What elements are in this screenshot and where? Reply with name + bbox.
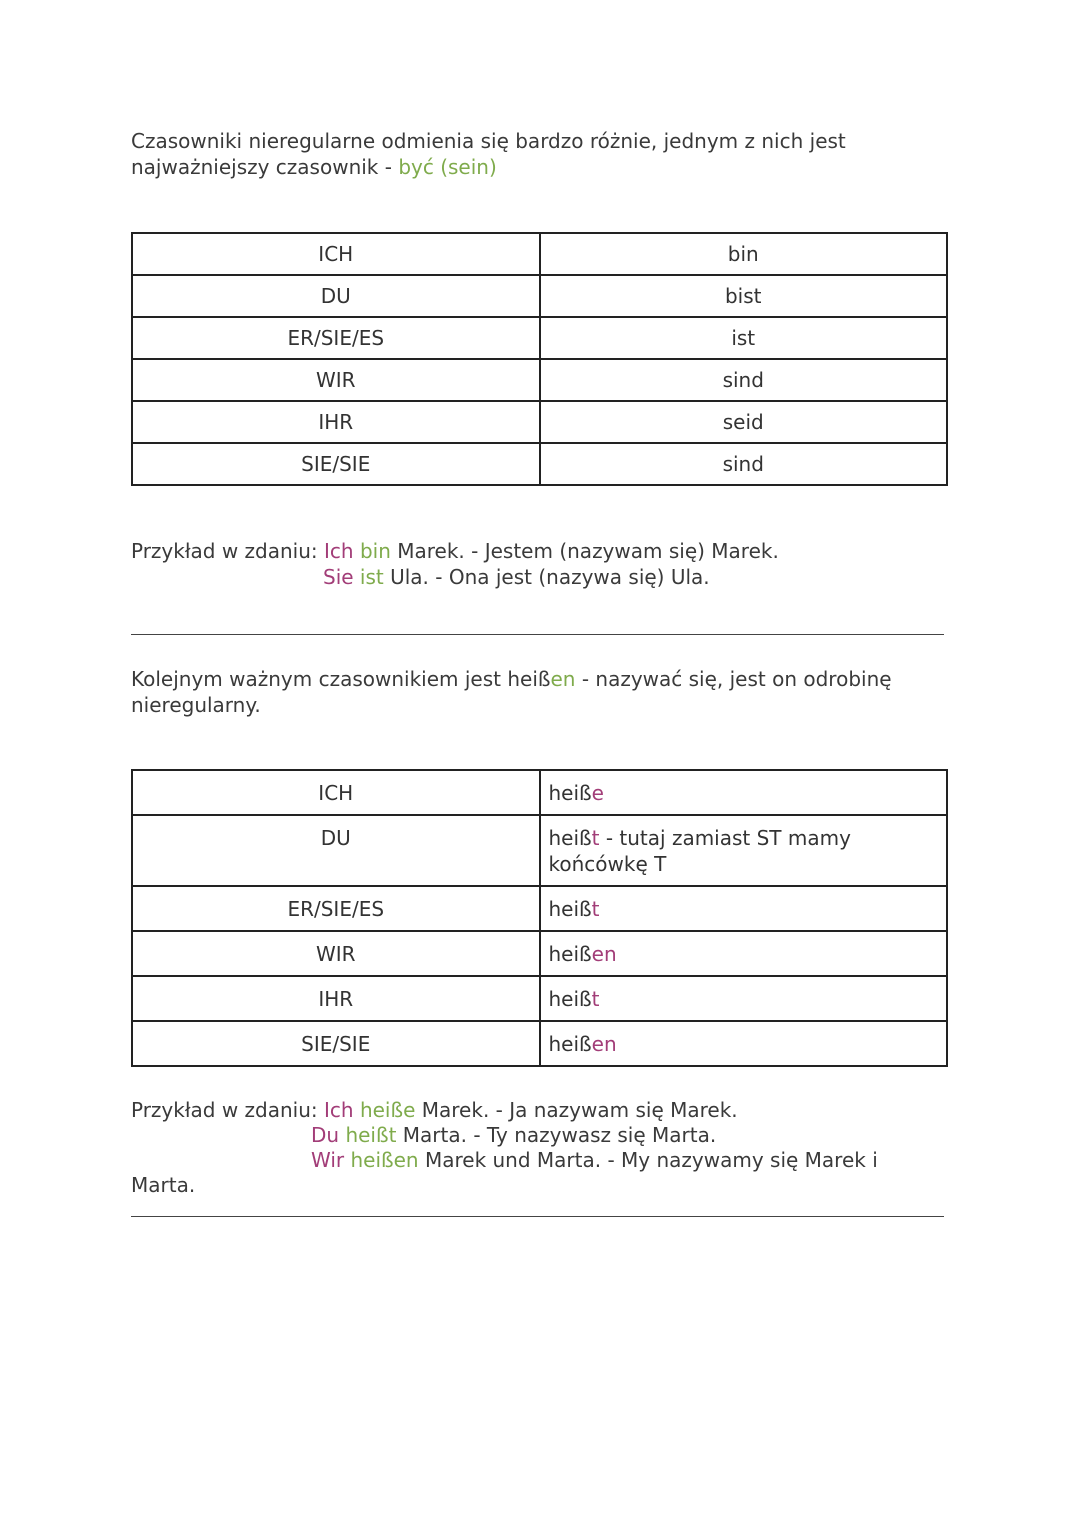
pronoun: Du (311, 1123, 340, 1147)
verb-stem: heiß (548, 826, 592, 850)
intro-text: - nazywać się, jest on odrobinę (575, 667, 892, 691)
verb-stem: heiß (548, 781, 592, 805)
pronoun-cell: ICH (132, 233, 540, 275)
verb: bin (359, 539, 391, 563)
verb-form-cell (540, 770, 948, 815)
verb-stem: heiß (548, 1032, 592, 1056)
verb: heißt (345, 1123, 397, 1147)
intro-text: najważniejszy czasownik - (131, 155, 399, 179)
example2-line-4: Marta. (131, 1173, 196, 1197)
sentence-rest: Marek. - Ja nazywam się Marek. (415, 1098, 738, 1122)
verb-stem: heiß (548, 987, 592, 1011)
heissen-intro-line-1 (131, 666, 892, 692)
verb-ending: en (591, 942, 617, 966)
heissen-row (132, 770, 947, 815)
verb: heißen (350, 1148, 419, 1172)
verb-ending: t (591, 987, 600, 1011)
pronoun: Ich (324, 1098, 354, 1122)
verb-ending: t (591, 826, 600, 850)
pronoun: Sie (323, 565, 354, 589)
verb-form-cell (540, 931, 948, 976)
example2-line-3 (311, 1147, 878, 1173)
intro-text: Kolejnym ważnym czasownikiem jest heiß (131, 667, 551, 691)
pronoun-cell: DU (132, 815, 540, 886)
verb-form-cell: ist (540, 317, 948, 359)
pronoun: Wir (311, 1148, 345, 1172)
verb-note: - tutaj zamiast ST mamy (599, 826, 851, 850)
intro-line-1: Czasowniki nieregularne odmienia się bardzo różnie, jednym z nich jest (131, 129, 846, 153)
verb-form-cell: seid (540, 401, 948, 443)
example-label: Przykład w zdaniu: (131, 539, 325, 563)
pronoun-cell: WIR (132, 359, 540, 401)
sentence-rest: Marta. - Ty nazywasz się Marta. (396, 1123, 717, 1147)
verb-ending: e (591, 781, 604, 805)
sein-conjugation-table (131, 232, 948, 486)
verb-form-cell (540, 886, 948, 931)
verb-form-cell (540, 1021, 948, 1066)
verb-ending: en (591, 1032, 617, 1056)
verb-stem: heiß (548, 897, 592, 921)
sentence-rest: Marek. - Jestem (nazywam się) Marek. (390, 539, 779, 563)
example2-line-1 (131, 1097, 738, 1123)
sein-row (132, 359, 947, 401)
example2-line-2 (311, 1122, 716, 1148)
sein-row (132, 317, 947, 359)
pronoun-cell: SIE/SIE (132, 1021, 540, 1066)
verb-form-cell (540, 976, 948, 1021)
pronoun-cell: SIE/SIE (132, 443, 540, 485)
divider-2 (131, 1216, 944, 1217)
pronoun: Ich (324, 539, 354, 563)
verb-form-cell (540, 815, 948, 886)
sein-row (132, 401, 947, 443)
verb-form-cell: bin (540, 233, 948, 275)
pronoun-cell: ER/SIE/ES (132, 886, 540, 931)
heissen-intro-line-2: nieregularny. (131, 693, 261, 717)
sein-row (132, 443, 947, 485)
verb-form-cell: sind (540, 359, 948, 401)
heissen-row (132, 976, 947, 1021)
verb: heiße (359, 1098, 416, 1122)
pronoun-cell: ER/SIE/ES (132, 317, 540, 359)
sein-row (132, 233, 947, 275)
heissen-conjugation-table (131, 769, 948, 1067)
verb-stem: heiß (548, 942, 592, 966)
heissen-row (132, 815, 947, 886)
verb-form-cell: bist (540, 275, 948, 317)
example1-line-2 (323, 564, 710, 590)
pronoun-cell: DU (132, 275, 540, 317)
example1-line-1 (131, 538, 779, 564)
heissen-row (132, 886, 947, 931)
divider-1 (131, 634, 944, 635)
pronoun-cell: WIR (132, 931, 540, 976)
pronoun-cell: IHR (132, 401, 540, 443)
sein-row (132, 275, 947, 317)
verb-form-cell: sind (540, 443, 948, 485)
verb-note-continued: końcówkę T (548, 852, 667, 876)
sentence-rest: Ula. - Ona jest (nazywa się) Ula. (383, 565, 710, 589)
pronoun-cell: IHR (132, 976, 540, 1021)
heissen-row (132, 931, 947, 976)
verb-ending: t (591, 897, 600, 921)
pronoun-cell: ICH (132, 770, 540, 815)
sein-highlight: być (sein) (398, 155, 497, 179)
ending-highlight: en (550, 667, 576, 691)
intro-line-2 (131, 154, 497, 180)
example-label: Przykład w zdaniu: (131, 1098, 325, 1122)
heissen-row (132, 1021, 947, 1066)
verb: ist (359, 565, 384, 589)
sentence-rest: Marek und Marta. - My nazywamy się Marek i (418, 1148, 878, 1172)
